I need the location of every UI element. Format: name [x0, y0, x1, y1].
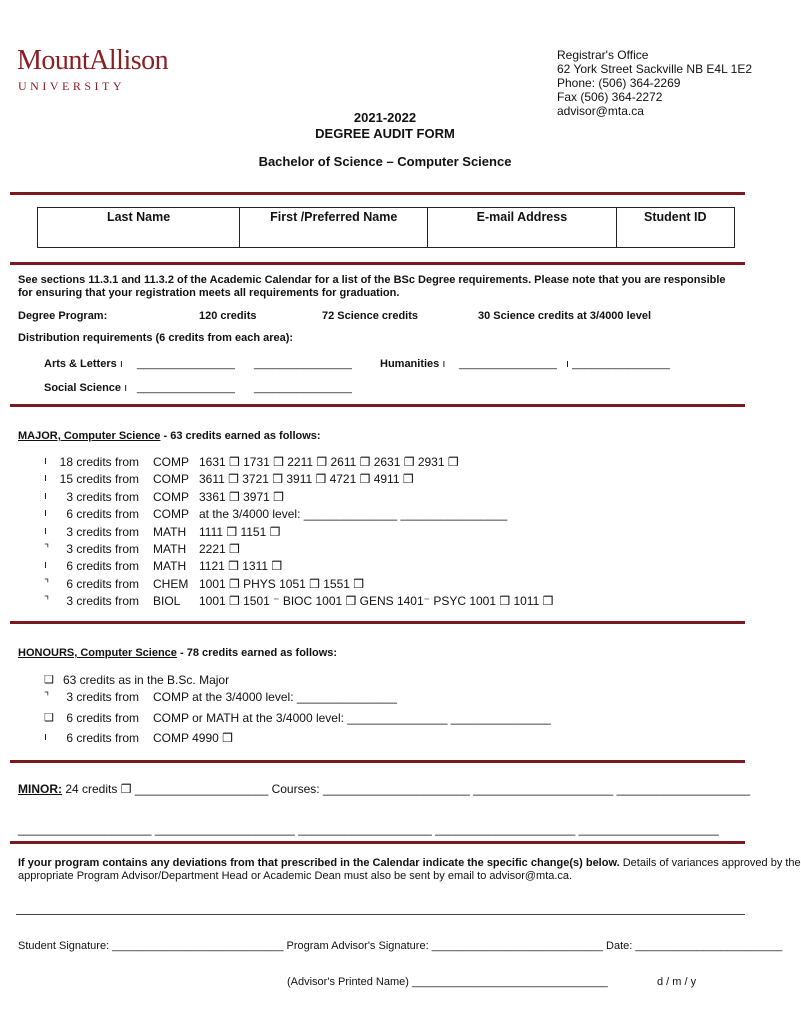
divider [10, 621, 745, 624]
university-logo: MountAllison [17, 45, 169, 76]
degree-credits: 120 credits [199, 310, 257, 322]
credits-label: 3 credits from [66, 489, 139, 504]
subject-code: CHEM [153, 576, 189, 591]
course-checklist[interactable]: 1111 ❒ 1151 ❒ [199, 524, 281, 539]
deviations-text: appropriate Program Advisor/Department Head or Academic Dean must also be sent by email to advisor@mta.ca. [18, 870, 573, 882]
credits-label: 3 credits from [66, 542, 139, 556]
registrar-address [557, 48, 752, 118]
social-blank-1[interactable]: ________________ [137, 382, 235, 394]
bullet-icon: ❑ [44, 712, 54, 724]
honours-detail[interactable]: COMP or MATH at the 3/4000 level: _______________ _______________ [153, 711, 551, 725]
bullet-icon: ❑ [44, 674, 54, 686]
bullet-icon: ı [44, 731, 48, 743]
social-science-label: Social Science ı [44, 382, 128, 394]
credits-label: 6 credits from [66, 559, 139, 574]
course-checklist[interactable]: 1121 ❒ 1311 ❒ [199, 559, 283, 574]
degree-program-label: Degree Program: [18, 310, 108, 322]
arts-blank-2[interactable]: ________________ [254, 358, 352, 370]
course-checklist[interactable]: 1631 ❒ 1731 ❒ 2211 ❒ 2611 ❒ 2631 ❒ 2931 ❒ [199, 455, 459, 469]
bullet-icon: ı [44, 472, 48, 485]
humanities-label: Humanities ı [380, 358, 446, 370]
registrar-email: advisor@mta.ca [557, 104, 644, 118]
credits-label: 3 credits from [66, 690, 139, 704]
humanities-blank-1[interactable]: ________________ [459, 358, 557, 370]
credits-label: 6 credits from [66, 576, 139, 591]
deviations-write-line[interactable] [16, 914, 745, 915]
course-checklist[interactable]: 3611 ❒ 3721 ❒ 3911 ❒ 4721 ❒ 4911 ❒ [199, 472, 414, 487]
upper-level-credits: 30 Science credits at 3/4000 level [478, 310, 652, 322]
divider [10, 192, 745, 195]
bullet-icon: ⌝ [44, 595, 50, 608]
divider [10, 760, 745, 763]
course-checklist[interactable]: 1001 ❒ 1501 ⁻ BIOC 1001 ❒ GENS 1401⁻ PSYC 1001 ❒ 1011 ❒ [199, 594, 554, 609]
deviations-text: If your program contains any deviations from that prescribed in the Calendar indicate the specific change(s) below. Details of variances approved by the [18, 857, 801, 869]
student-info-table [37, 207, 735, 248]
registrar-line: 62 York Street Sackville NB E4L 1E2 [557, 62, 752, 76]
science-credits: 72 Science credits [322, 310, 419, 322]
course-checklist[interactable]: 3361 ❒ 3971 ❒ [199, 489, 284, 504]
honours-title: HONOURS, Computer Science - 78 credits earned as follows: [18, 647, 338, 659]
signature-line[interactable]: Student Signature: ____________________________ Program Advisor's Signature: ____________________________ Date: ________________________ [18, 940, 783, 952]
bullet-icon: ⌝ [44, 543, 50, 555]
divider [10, 262, 745, 265]
email-field[interactable]: E-mail Address [428, 208, 616, 248]
credits-label: 3 credits from [66, 524, 139, 539]
credits-label: 6 credits from [66, 731, 139, 745]
divider [10, 841, 745, 844]
student-id-field[interactable]: Student ID [616, 208, 735, 248]
subject-code: MATH [153, 559, 187, 574]
major-title: MAJOR, Computer Science - 63 credits earned as follows: [18, 430, 321, 442]
credits-label: 18 credits from [59, 455, 139, 469]
credits-label: 3 credits from [66, 594, 139, 609]
form-year: 2021-2022 [353, 110, 417, 125]
subject-code: MATH [153, 542, 187, 556]
bullet-icon: ⌝ [44, 577, 50, 590]
last-name-field[interactable]: Last Name [38, 208, 240, 248]
subject-code: MATH [153, 524, 187, 539]
subject-code: COMP [153, 507, 189, 522]
bullet-icon: ı [44, 489, 48, 502]
date-format-label: d / m / y [657, 976, 697, 988]
course-checklist[interactable]: 2221 ❒ [199, 542, 240, 556]
bullet-icon: ı [44, 559, 48, 572]
credits-label: 15 credits from [59, 472, 139, 487]
registrar-line: Registrar's Office [557, 48, 649, 62]
bullet-icon: ı [44, 524, 48, 537]
minor-line[interactable]: MINOR: 24 credits ❒ ____________________ Courses: ______________________ _____________________ ____________________ [18, 782, 751, 796]
distribution-title: Distribution requirements (6 credits from each area): [18, 332, 294, 344]
bullet-icon: ı [44, 507, 48, 520]
credits-label: 6 credits from [66, 507, 139, 522]
minor-courses-line[interactable]: ____________________ _____________________ ____________________ _____________________ _____________________ [18, 822, 719, 836]
university-logo-subtitle: UNIVERSITY [18, 79, 125, 93]
humanities-blank-2[interactable]: ı ________________ [566, 358, 671, 370]
course-checklist[interactable]: at the 3/4000 level: ______________ ________________ [199, 507, 508, 522]
arts-blank-1[interactable]: ________________ [137, 358, 235, 370]
credits-label: 6 credits from [66, 711, 139, 725]
bullet-icon: ı [44, 455, 48, 467]
program-title: Bachelor of Science – Computer Science [258, 154, 512, 169]
bullet-icon: ⌝ [44, 691, 50, 703]
subject-code: COMP [153, 489, 189, 504]
social-blank-2[interactable]: ________________ [254, 382, 352, 394]
intro-text: See sections 11.3.1 and 11.3.2 of the Academic Calendar for a list of the BSc Degree requirements. Please note that you are responsible [18, 274, 726, 286]
first-name-field[interactable]: First /Preferred Name [240, 208, 428, 248]
honours-detail[interactable]: COMP at the 3/4000 level: _______________ [153, 690, 397, 704]
honours-row: 63 credits as in the B.Sc. Major [63, 673, 230, 687]
advisor-printed-name[interactable]: (Advisor's Printed Name) ________________________________ [287, 976, 608, 988]
intro-text: for ensuring that your registration meets all requirements for graduation. [18, 287, 400, 299]
subject-code: BIOL [153, 594, 181, 609]
honours-detail[interactable]: COMP 4990 ❒ [153, 731, 233, 745]
form-title: DEGREE AUDIT FORM [315, 126, 455, 141]
subject-code: COMP [153, 455, 189, 469]
divider [10, 404, 745, 407]
course-checklist[interactable]: 1001 ❒ PHYS 1051 ❒ 1551 ❒ [199, 576, 365, 591]
arts-letters-label: Arts & Letters ı [44, 358, 123, 370]
registrar-line: Phone: (506) 364-2269 [557, 76, 681, 90]
registrar-line: Fax (506) 364-2272 [557, 90, 663, 104]
subject-code: COMP [153, 472, 189, 487]
